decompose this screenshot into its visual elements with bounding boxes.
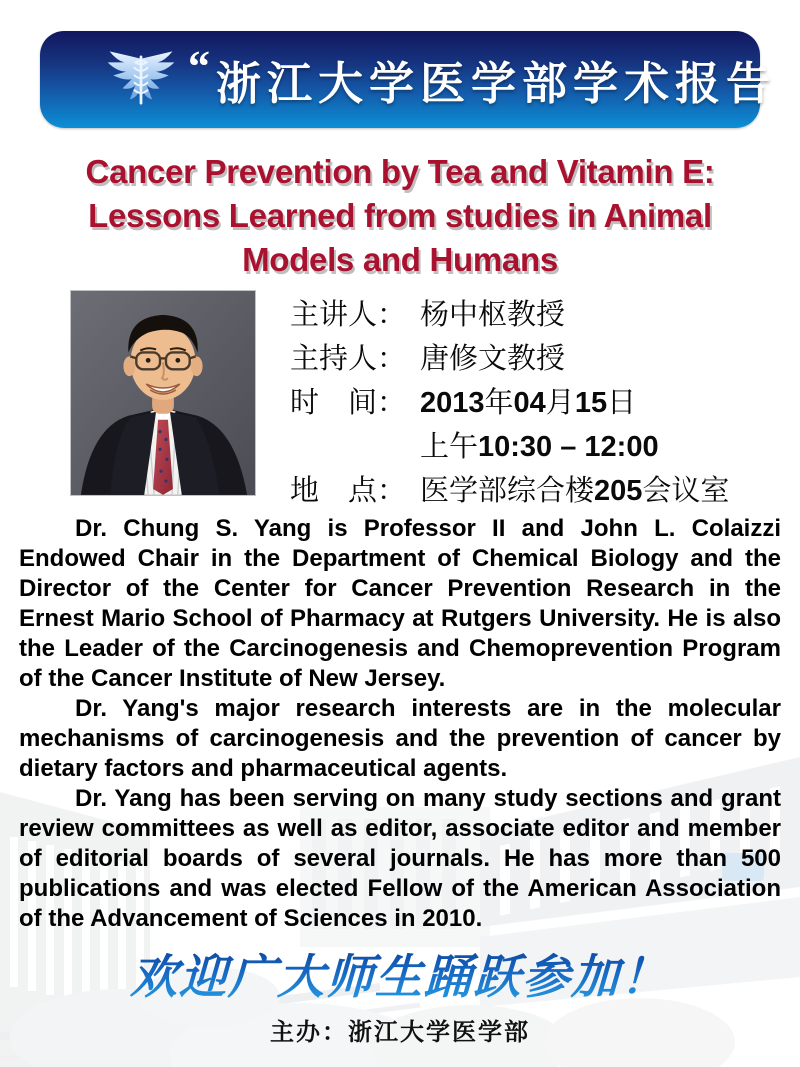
organizer-name: 浙江大学医学部 — [348, 1019, 530, 1046]
date-part: 04 — [513, 387, 546, 419]
venue-value — [420, 475, 729, 507]
lecture-title-line3: Models and Humans — [242, 241, 558, 278]
time-range-row — [290, 425, 770, 469]
host-label: 主持人： — [290, 343, 407, 375]
time-range-value: 10:30 – 12:00 — [478, 431, 659, 463]
lecture-title — [10, 150, 790, 282]
venue-room-number: 205 — [594, 475, 643, 507]
time-row — [290, 381, 770, 425]
organizer-label: 主办： — [270, 1019, 348, 1046]
winged-caduceus-icon — [104, 49, 178, 111]
host-row — [290, 337, 770, 381]
date-part: 15 — [574, 387, 608, 419]
header-banner — [40, 31, 778, 128]
bio-paragraph-1: Dr. Chung S. Yang is Professor II and John L. Colaizzi Endowed Chair in the Department of Chemical Biology and the Director of the Center for Cancer Prevention Research in the Ernest Mario School of Pharmacy at Rutgers University. He is also the Leader of the Carcinogenesis and Chemoprevention Program of the Cancer Institute of New Jersey. — [19, 515, 781, 692]
lecture-title-line1: Cancer Prevention by Tea and Vitamin E: — [85, 153, 715, 190]
venue-row — [290, 469, 770, 513]
lecture-title-line2: Lessons Learned from studies in Animal — [88, 197, 712, 234]
speaker-portrait — [70, 290, 256, 496]
bio-paragraph-3: Dr. Yang has been serving on many study sections and grant review committees as well as editor, associate editor and member of editorial boards of several journals. He has more than 500 publications and was elected Fellow of the American Association of the Advancement of Sciences in 2010. — [19, 785, 781, 932]
event-details — [290, 293, 770, 513]
date-part: 2013 — [420, 387, 485, 419]
bio-paragraph-2: Dr. Yang's major research interests are in the molecular mechanisms of carcinogenesis and the prevention of cancer by dietary factors and pharmaceutical agents. — [19, 695, 781, 782]
welcome-message: 欢迎广大师生踊跃参加！ — [0, 940, 800, 1007]
venue-part: 医学部综合楼 — [420, 475, 595, 507]
event-date — [420, 387, 636, 419]
organizer-line — [0, 1012, 800, 1047]
decorative-quote-mark: “ — [188, 41, 210, 91]
venue-label: 地 点： — [290, 475, 407, 507]
speaker-label: 主讲人： — [290, 299, 407, 331]
speaker-biography — [19, 514, 781, 934]
date-part: 年 — [484, 387, 514, 419]
venue-part: 会议室 — [642, 475, 730, 507]
banner-title: 浙江大学医学部学术报告 — [216, 58, 778, 109]
speaker-row — [290, 293, 770, 337]
host-name: 唐修文教授 — [420, 343, 566, 375]
date-part: 日 — [607, 387, 637, 419]
date-part: 月 — [545, 387, 575, 419]
time-label: 时 间： — [290, 387, 407, 419]
time-range-prefix: 上午 — [420, 431, 479, 463]
speaker-name: 杨中枢教授 — [420, 299, 566, 331]
